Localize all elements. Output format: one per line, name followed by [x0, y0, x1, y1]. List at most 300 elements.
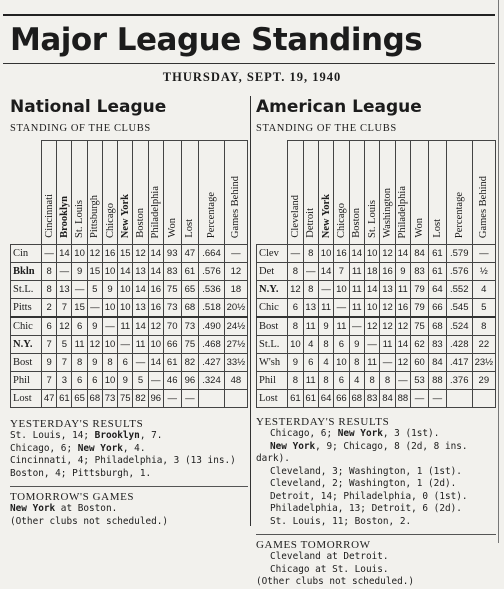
column-header-label: St. Louis	[74, 200, 86, 238]
stat-cell: 6	[87, 372, 102, 390]
result-text: St. Louis, 14;	[10, 430, 95, 441]
stat-cell: 8	[364, 372, 379, 390]
result-text: Cincinnati, 4; Philadelphia, 3 (13 ins.)	[10, 455, 236, 466]
stat-cell: 9	[102, 281, 117, 299]
stat-cell: 16	[334, 245, 349, 263]
tomorrow-heading: TOMORROW'S GAMES	[10, 491, 135, 503]
column-header	[364, 141, 379, 245]
stat-cell: 16	[148, 299, 163, 318]
stat-cell: —	[395, 372, 410, 390]
result-text: , 7.	[139, 430, 163, 441]
team-cell: Phil	[257, 372, 288, 390]
column-header-label: Detroit	[305, 208, 317, 238]
table-row	[257, 336, 496, 354]
table-row	[257, 299, 496, 318]
stat-cell: 12	[224, 263, 247, 281]
stat-cell: 46	[163, 372, 181, 390]
stat-cell: —	[288, 245, 303, 263]
stat-cell	[446, 390, 472, 408]
page-title: Major League Standings	[10, 22, 423, 58]
stat-cell: —	[102, 317, 117, 336]
column-header-label: Chicago	[104, 203, 116, 238]
stat-cell: —	[303, 263, 318, 281]
team-cell: Lost	[11, 390, 42, 408]
result-line	[10, 443, 248, 456]
stat-cell: 10	[102, 263, 117, 281]
stat-cell: 5	[87, 281, 102, 299]
result-text: , 9; Chicago, 8 (2d, 8 ins.	[315, 440, 468, 452]
stat-cell: 61	[163, 354, 181, 372]
result-text: Cleveland at Detroit.	[270, 551, 389, 562]
column-header	[224, 141, 247, 245]
stat-cell: 73	[163, 299, 181, 318]
column-header	[349, 141, 364, 245]
table-row	[11, 299, 248, 318]
column-header-label: Brooklyn	[58, 196, 70, 238]
standings-table	[256, 140, 496, 408]
stat-cell: .518	[199, 299, 225, 318]
result-line	[256, 466, 496, 479]
column-header	[395, 141, 410, 245]
result-text: Detroit, 14; Philadelphia, 0 (1st).	[270, 490, 468, 502]
stat-cell: 8	[288, 263, 303, 281]
stat-cell: 11	[72, 336, 87, 354]
result-team: New York	[10, 503, 56, 514]
stat-cell: 84	[380, 390, 395, 408]
stat-cell: 83	[364, 390, 379, 408]
column-header	[288, 141, 303, 245]
yesterday-heading: YESTERDAY'S RESULTS	[10, 418, 144, 430]
stat-cell: —	[181, 390, 199, 408]
stat-cell: 7	[42, 336, 57, 354]
stat-cell: 8	[318, 372, 333, 390]
result-line	[256, 576, 496, 589]
stat-cell: 10	[318, 245, 333, 263]
league-title: National League	[10, 97, 167, 117]
stat-cell: 66	[428, 299, 446, 318]
section-rule	[256, 534, 496, 535]
stat-cell: 10	[364, 245, 379, 263]
column-header	[87, 141, 102, 245]
stat-cell	[472, 390, 495, 408]
stat-cell: 16	[380, 263, 395, 281]
stat-cell: 64	[318, 390, 333, 408]
stat-cell: 65	[181, 281, 199, 299]
team-cell: Bost	[257, 317, 288, 336]
column-header-label: Boston	[351, 208, 363, 238]
column-header-label: New York	[320, 193, 332, 238]
column-header-label: Philadelphia	[397, 185, 409, 238]
stat-cell: 12	[380, 317, 395, 336]
column-header	[334, 141, 349, 245]
stat-cell: 11	[303, 317, 318, 336]
column-header-label: Philadelphia	[150, 185, 162, 238]
stat-cell: 61	[57, 390, 72, 408]
column-header-label: Washington	[382, 188, 393, 238]
result-line	[256, 478, 496, 491]
stat-cell: —	[57, 263, 72, 281]
column-header-label: Cleveland	[289, 195, 301, 238]
stat-cell: —	[349, 317, 364, 336]
stat-cell: 93	[163, 245, 181, 263]
column-header-label: Lost	[431, 219, 443, 238]
stat-cell: .545	[446, 299, 472, 318]
column-header	[118, 141, 133, 245]
stat-cell: 13	[57, 281, 72, 299]
team-cell: Chic	[11, 317, 42, 336]
stat-cell: —	[364, 336, 379, 354]
stat-cell: 8	[303, 245, 318, 263]
stat-cell: 16	[395, 299, 410, 318]
league-title: American League	[256, 97, 422, 117]
result-line	[10, 503, 248, 516]
stat-cell: 6	[303, 354, 318, 372]
stat-cell: 14	[395, 336, 410, 354]
result-text: Philadelphia, 13; Detroit, 6 (2d).	[270, 503, 462, 514]
header-row	[257, 141, 496, 245]
stat-cell: 7	[57, 299, 72, 318]
stat-cell: .324	[199, 372, 225, 390]
stat-cell: 75	[181, 336, 199, 354]
stat-cell: 12	[288, 281, 303, 299]
stat-cell: 7	[57, 354, 72, 372]
result-team: New York	[270, 440, 316, 452]
stat-cell: 5	[133, 372, 148, 390]
stat-cell: —	[42, 245, 57, 263]
stat-cell: 82	[133, 390, 148, 408]
column-header	[428, 141, 446, 245]
stat-cell: 23½	[472, 354, 495, 372]
stat-cell: 14	[364, 281, 379, 299]
stat-cell: 9	[87, 317, 102, 336]
stat-cell: —	[318, 281, 333, 299]
stat-cell: 6	[118, 354, 133, 372]
page-date: THURSDAY, SEPT. 19, 1940	[162, 70, 342, 84]
stat-cell: 12	[380, 299, 395, 318]
result-text: Chicago, 6;	[10, 442, 78, 454]
stat-cell: 10	[364, 299, 379, 318]
result-team: Brooklyn	[94, 430, 140, 441]
stat-cell: 27½	[224, 336, 247, 354]
result-line	[10, 516, 248, 529]
team-cell: St.L.	[11, 281, 42, 299]
stat-cell: 8	[318, 336, 333, 354]
stat-cell: 9	[349, 336, 364, 354]
stat-cell: 4	[472, 281, 495, 299]
stat-cell: 70	[163, 317, 181, 336]
team-cell: Pitts	[11, 299, 42, 318]
stat-cell	[199, 390, 225, 408]
team-cell: Det	[257, 263, 288, 281]
stat-cell: 15	[118, 245, 133, 263]
stat-cell: .552	[446, 281, 472, 299]
table-row	[11, 281, 248, 299]
yesterday-results	[10, 430, 248, 480]
column-header	[133, 141, 148, 245]
stat-cell: 9	[318, 317, 333, 336]
stat-cell: —	[334, 299, 349, 318]
result-text: Boston, 4; Pittsburgh, 1.	[10, 467, 152, 479]
table-row	[257, 281, 496, 299]
title-rule	[3, 63, 495, 64]
column-header	[303, 141, 318, 245]
stat-cell: 88	[395, 390, 410, 408]
table-row	[11, 336, 248, 354]
column-header-label: Percentage	[453, 191, 465, 238]
stat-cell: 11	[349, 281, 364, 299]
result-line	[10, 455, 248, 468]
stat-cell: 10	[334, 354, 349, 372]
team-cell: W'sh	[257, 354, 288, 372]
stat-cell: 5	[57, 336, 72, 354]
yesterday-results	[256, 428, 496, 528]
stat-cell: 64	[428, 281, 446, 299]
column-header	[163, 141, 181, 245]
column-header	[318, 141, 333, 245]
team-cell: Clev	[257, 245, 288, 263]
stat-cell: —	[428, 390, 446, 408]
stat-cell: 79	[411, 281, 429, 299]
stat-cell: 13	[380, 281, 395, 299]
stat-cell: 73	[181, 317, 199, 336]
stat-cell: 61	[428, 245, 446, 263]
stat-cell: 14	[133, 281, 148, 299]
standings-table	[10, 140, 248, 408]
stat-cell: 83	[411, 263, 429, 281]
stat-cell: 65	[72, 390, 87, 408]
column-header-label: St. Louis	[366, 200, 378, 238]
stat-cell: .428	[446, 336, 472, 354]
stat-cell: 11	[133, 336, 148, 354]
stat-cell: 20½	[224, 299, 247, 318]
team-cell: Lost	[257, 390, 288, 408]
tomorrow-heading: GAMES TOMORROW	[256, 539, 371, 551]
stat-cell: —	[72, 281, 87, 299]
stat-cell: 10	[102, 336, 117, 354]
stat-cell: 18	[224, 281, 247, 299]
stat-cell: 11	[380, 336, 395, 354]
stat-cell: 10	[288, 336, 303, 354]
stat-cell: 61	[303, 390, 318, 408]
stat-cell: 73	[102, 390, 117, 408]
stat-cell: .576	[446, 263, 472, 281]
stat-cell: 16	[102, 245, 117, 263]
table-row	[11, 245, 248, 263]
column-header-label: Games Behind	[230, 175, 242, 238]
column-header-label: Games Behind	[478, 175, 490, 238]
stat-cell: 11	[318, 299, 333, 318]
result-team: New York	[77, 442, 123, 454]
team-cell: N.Y.	[257, 281, 288, 299]
stat-cell: 14	[133, 317, 148, 336]
table-row	[257, 354, 496, 372]
stat-cell: 10	[118, 299, 133, 318]
result-text: Cleveland, 2; Washington, 1 (2d).	[270, 478, 457, 489]
stat-cell: 53	[411, 372, 429, 390]
stat-cell: 62	[411, 336, 429, 354]
stat-cell: 13	[303, 299, 318, 318]
stat-cell: 11	[334, 317, 349, 336]
table-row	[11, 263, 248, 281]
stat-cell: 14	[395, 245, 410, 263]
stat-cell: —	[148, 372, 163, 390]
stat-cell: 6	[334, 336, 349, 354]
stat-cell: 68	[87, 390, 102, 408]
column-header-label: Percentage	[206, 191, 217, 238]
stat-cell: 5	[472, 299, 495, 318]
stat-cell: 84	[411, 245, 429, 263]
stat-cell: 10	[334, 281, 349, 299]
stat-cell: —	[224, 245, 247, 263]
stat-cell: 9	[87, 354, 102, 372]
stat-cell: .376	[446, 372, 472, 390]
stat-cell: 10	[102, 299, 117, 318]
stat-cell: 29	[472, 372, 495, 390]
result-line	[256, 441, 496, 454]
stat-cell: .468	[199, 336, 225, 354]
stat-cell: 9	[288, 354, 303, 372]
stat-cell: 66	[334, 390, 349, 408]
stat-cell: 7	[42, 372, 57, 390]
stat-cell: 11	[395, 281, 410, 299]
stat-cell: 61	[428, 263, 446, 281]
stat-cell: 88	[428, 372, 446, 390]
stat-cell: 14	[148, 263, 163, 281]
stat-cell: 13	[133, 263, 148, 281]
column-header	[446, 141, 472, 245]
stat-cell: 3	[57, 372, 72, 390]
stat-cell: 82	[181, 354, 199, 372]
stat-cell: 8	[288, 317, 303, 336]
stat-cell: ½	[472, 263, 495, 281]
stat-cell: 18	[364, 263, 379, 281]
column-header	[199, 141, 225, 245]
stat-cell: .664	[199, 245, 225, 263]
stat-cell: 60	[411, 354, 429, 372]
stat-cell: 66	[163, 336, 181, 354]
stat-cell: 12	[87, 336, 102, 354]
stat-cell: 8	[288, 372, 303, 390]
stat-cell: —	[118, 336, 133, 354]
result-text: St. Louis, 11; Boston, 2.	[270, 515, 412, 527]
stat-cell: 68	[181, 299, 199, 318]
stat-cell: 15	[72, 299, 87, 318]
team-cell: N.Y.	[11, 336, 42, 354]
stat-cell: 6	[334, 372, 349, 390]
stat-cell: 14	[148, 245, 163, 263]
stat-cell: 6	[288, 299, 303, 318]
column-header-label: Pittsburgh	[89, 195, 101, 238]
table-row	[11, 354, 248, 372]
stat-cell: 48	[224, 372, 247, 390]
column-header	[42, 141, 57, 245]
stat-cell: —	[87, 299, 102, 318]
stat-cell: 11	[118, 317, 133, 336]
stat-cell: 11	[349, 263, 364, 281]
table-row	[11, 372, 248, 390]
stat-cell: 11	[364, 354, 379, 372]
stat-cell: 8	[303, 281, 318, 299]
table-row	[257, 245, 496, 263]
stat-cell: 84	[428, 354, 446, 372]
stat-cell: 8	[102, 354, 117, 372]
result-text: Chicago, 6;	[270, 428, 338, 439]
stat-cell: .576	[199, 263, 225, 281]
table-row	[11, 317, 248, 336]
stat-cell: 8	[42, 281, 57, 299]
team-cell: Cin	[11, 245, 42, 263]
column-header	[181, 141, 199, 245]
stat-cell	[224, 390, 247, 408]
stat-cell: 22	[472, 336, 495, 354]
american-league-column	[256, 95, 496, 589]
column-header	[72, 141, 87, 245]
adjacent-column-edge	[498, 0, 504, 543]
stat-cell: 47	[181, 245, 199, 263]
stat-cell: 4	[303, 336, 318, 354]
column-header-label: Chicago	[335, 203, 347, 238]
stat-cell: 75	[118, 390, 133, 408]
stat-cell: 6	[72, 372, 87, 390]
stat-cell: 14	[318, 263, 333, 281]
column-header-label: New York	[119, 193, 131, 238]
column-header	[57, 141, 72, 245]
stat-cell: .417	[446, 354, 472, 372]
stat-cell: 8	[472, 317, 495, 336]
stat-cell: —	[472, 245, 495, 263]
stat-cell: .427	[199, 354, 225, 372]
result-text: dark).	[256, 453, 290, 464]
header-row	[11, 141, 248, 245]
stat-cell: 12	[148, 317, 163, 336]
stat-cell: 12	[380, 245, 395, 263]
section-rule	[10, 486, 248, 487]
team-cell: Chic	[257, 299, 288, 318]
stat-cell: 9	[42, 354, 57, 372]
column-header-label: Cincinnati	[43, 194, 55, 238]
stat-cell: 10	[102, 372, 117, 390]
stat-cell: 11	[349, 299, 364, 318]
table-row	[257, 372, 496, 390]
stat-cell: .490	[199, 317, 225, 336]
column-header-label: Lost	[184, 219, 196, 238]
stat-cell: 9	[118, 372, 133, 390]
column-header	[102, 141, 117, 245]
standing-subtitle: STANDING OF THE CLUBS	[256, 123, 397, 134]
yesterday-heading: YESTERDAY'S RESULTS	[256, 416, 390, 428]
stat-cell: 6	[42, 317, 57, 336]
tomorrow-games	[10, 503, 248, 528]
team-cell: Bkln	[11, 263, 42, 281]
column-header-label: Boston	[135, 208, 147, 238]
result-line	[256, 564, 496, 577]
stat-cell: 10	[148, 336, 163, 354]
stat-cell: 83	[163, 263, 181, 281]
result-text: (Other clubs not scheduled.)	[10, 515, 169, 527]
stat-cell: 12	[133, 245, 148, 263]
tomorrow-games	[256, 551, 496, 589]
result-line	[256, 516, 496, 529]
stat-cell: —	[380, 354, 395, 372]
stat-cell: 12	[87, 245, 102, 263]
standing-subtitle: STANDING OF THE CLUBS	[10, 123, 151, 134]
stat-cell: 10	[72, 245, 87, 263]
stat-cell: 14	[148, 354, 163, 372]
stat-cell: 47	[42, 390, 57, 408]
stat-cell: 61	[181, 263, 199, 281]
corner-cell	[11, 141, 42, 245]
top-rule	[3, 14, 495, 16]
